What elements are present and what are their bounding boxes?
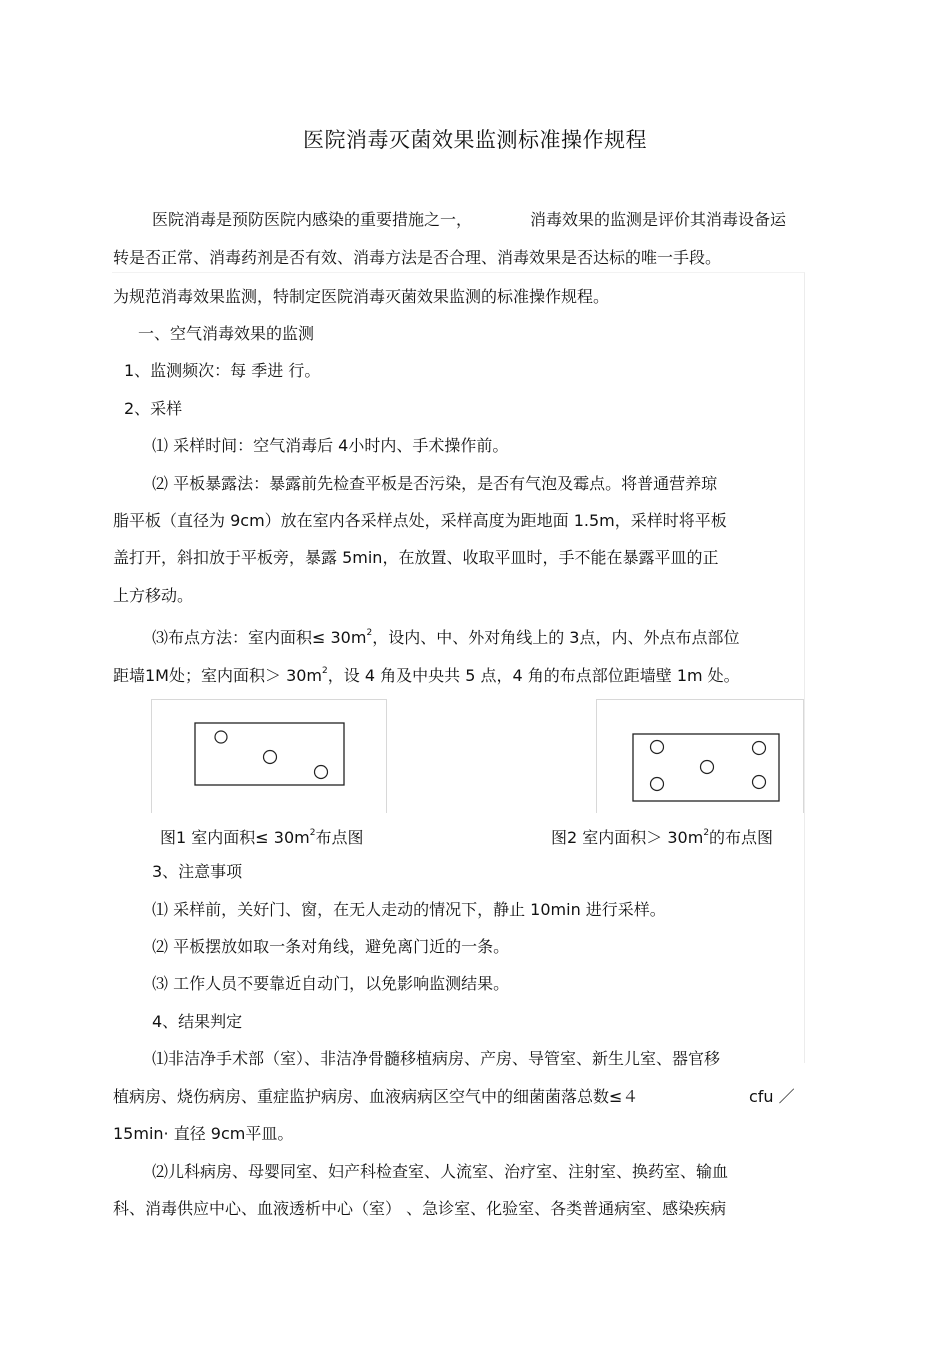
room-outline [633,734,779,801]
result-1-line-1: ⑴非洁净手术部（室）、非洁净骨髓移植病房、产房、导管室、新生儿室、器官移 [152,1049,721,1068]
sample-point-corner-tr [753,742,766,755]
layout-method-line-2: 距墙1M处；室内面积＞ $30m^2$，设 4 角及中央共 5 点，4 角的布点部位距墙壁 1m 处。 [113,666,740,685]
note-1: ⑴ 采样前，关好门、窗，在无人走动的情况下，静止 10min 进行采样。 [152,900,666,919]
notes-heading: 3、注意事项 [152,862,243,881]
sample-point-middle [264,751,277,764]
figure-2-caption: 图2 室内面积＞ $30m^2$的布点图 [551,828,774,847]
sampling-time: ⑴ 采样时间：空气消毒后 4小时内、手术操作前。 [152,436,509,455]
result-2-line-1: ⑵儿科病房、母婴同室、妇产科检查室、人流室、治疗室、注射室、换药室、输血 [152,1162,729,1181]
figure-2-diagram [597,700,803,813]
intro-line-2: 转是否正常、消毒药剂是否有效、消毒方法是否合理、消毒效果是否达标的唯一手段。 [113,248,722,267]
plate-exposure-line-3: 盖打开，斜扣放于平板旁，暴露 5min，在放置、收取平皿时，手不能在暴露平皿的正 [113,548,719,567]
figure-1-caption: 图1 室内面积≤ $30m^2$布点图 [160,828,364,847]
result-2-line-2: 科、消毒供应中心、血液透析中心（室） 、急诊室、化验室、各类普通病室、感染疾病 [113,1199,727,1218]
note-2: ⑵ 平板摆放如取一条对角线，避免离门近的一条。 [152,937,510,956]
section-heading-air: 一、空气消毒效果的监测 [138,324,315,343]
sample-point-corner-tl [651,741,664,754]
results-heading: 4、结果判定 [152,1012,243,1031]
intro-line-1a: 医院消毒是预防医院内感染的重要措施之一， [152,210,473,229]
plate-exposure-line-1: ⑵ 平板暴露法：暴露前先检查平板是否污染，是否有气泡及霉点。将普通营养琼 [152,474,718,493]
figure-1-diagram [152,700,386,813]
layout-method-line-1: ⑶布点方法：室内面积≤ $30m^2$，设内、中、外对角线上的 3点，内、外点布点部位 [152,628,740,647]
sample-point-corner-br [753,776,766,789]
figure-1-panel [151,699,387,813]
result-1-line-2b: cfu ／ [749,1087,795,1106]
sample-point-center [701,761,714,774]
document-title: 医院消毒灭菌效果监测标准操作规程 [303,128,647,152]
sample-point-inner [215,731,227,743]
result-1-line-2a: 植病房、烧伤病房、重症监护病房、血液病病区空气中的细菌菌落总数≤４ [113,1087,639,1106]
intro-line-3: 为规范消毒效果监测，特制定医院消毒灭菌效果监测的标准操作规程。 [113,287,610,306]
sample-point-outer [315,766,328,779]
monitoring-frequency: 1、监测频次：每 季进 行。 [124,361,321,380]
sample-point-corner-bl [651,778,664,791]
plate-exposure-line-2: 脂平板（直径为 9cm）放在室内各采样点处，采样高度为距地面 1.5m，采样时将平板 [113,511,727,530]
figure-2-panel [596,699,804,813]
result-1-line-3: 15min· 直径 9cm平皿。 [113,1124,294,1143]
note-3: ⑶ 工作人员不要靠近自动门，以免影响监测结果。 [152,974,510,993]
sampling-heading: 2、采样 [124,399,183,418]
plate-exposure-line-4: 上方移动。 [113,586,194,605]
intro-line-1b: 消毒效果的监测是评价其消毒设备运 [530,210,787,229]
